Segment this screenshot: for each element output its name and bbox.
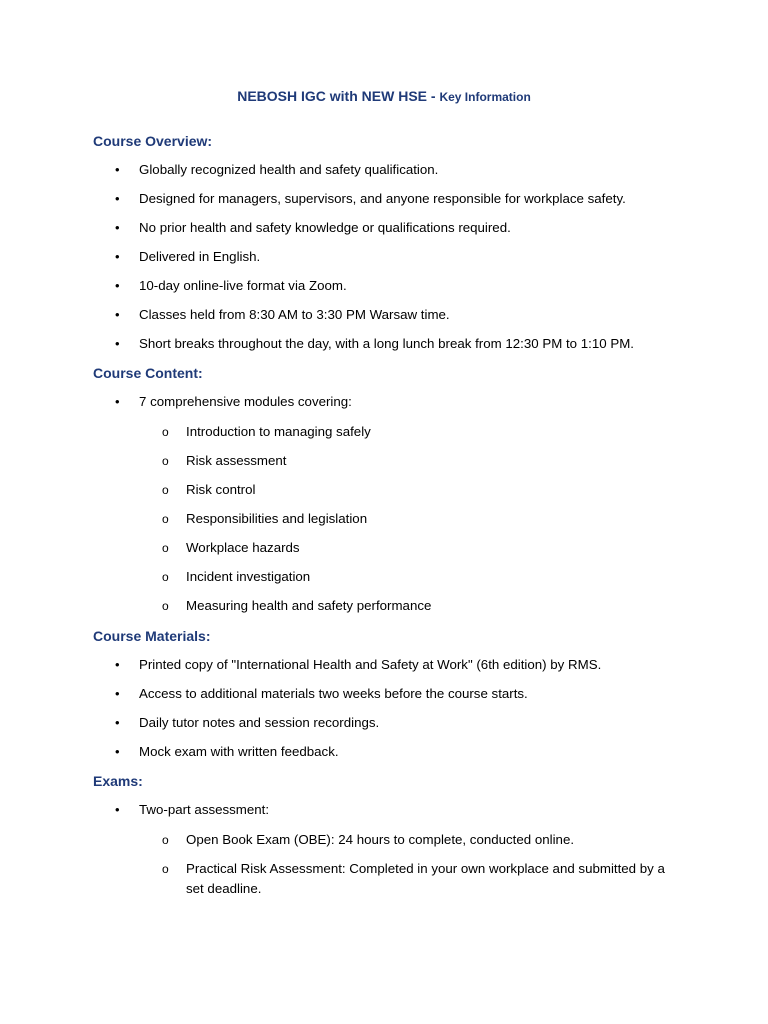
bullet-marker: • — [115, 307, 120, 322]
list-item-text: Access to additional materials two weeks before the course starts. — [139, 686, 528, 701]
sub-bullet-marker: o — [162, 833, 169, 847]
bullet-marker: • — [115, 220, 120, 235]
bullet-marker: • — [115, 336, 120, 351]
sub-bullet-marker: o — [162, 483, 169, 497]
sub-list-item-text: Workplace hazards — [186, 540, 300, 555]
list-item-text: 10-day online-live format via Zoom. — [139, 278, 347, 293]
bullet-marker: • — [115, 686, 120, 701]
sub-list-item-text: Incident investigation — [186, 569, 311, 584]
list-item-text: Mock exam with written feedback. — [139, 744, 339, 759]
sub-list-item — [139, 451, 686, 471]
list-item-text: Daily tutor notes and session recordings. — [139, 715, 380, 730]
bullet-list — [93, 161, 693, 353]
sub-bullet-list — [139, 422, 693, 616]
sub-list-item — [139, 480, 686, 500]
list-item — [93, 277, 693, 295]
bullet-marker: • — [115, 162, 120, 177]
list-item — [93, 393, 693, 616]
section-heading: Exams: — [93, 773, 143, 789]
sub-bullet-marker: o — [162, 425, 169, 439]
title-main: NEBOSH IGC with NEW HSE - — [237, 88, 440, 104]
sub-list-item — [139, 422, 686, 442]
bullet-marker: • — [115, 278, 120, 293]
sub-list-item — [139, 859, 686, 899]
title-subtitle: Key Information — [439, 90, 531, 104]
sub-list-item — [139, 538, 686, 558]
list-item — [93, 335, 693, 353]
list-item — [93, 743, 693, 761]
document-title — [0, 87, 768, 106]
bullet-marker: • — [115, 191, 120, 206]
section-heading: Course Overview: — [93, 133, 213, 149]
list-item — [93, 161, 693, 179]
sub-list-item-text: Risk control — [186, 482, 256, 497]
list-item — [93, 306, 693, 324]
bullet-list — [93, 656, 693, 761]
sub-list-item-text: Responsibilities and legislation — [186, 511, 368, 526]
list-item-text: Printed copy of "International Health and Safety at Work" (6th edition) by RMS. — [139, 657, 602, 672]
sub-list-item — [139, 596, 686, 616]
list-item-text: Short breaks throughout the day, with a long lunch break from 12:30 PM to 1:10 PM. — [139, 336, 634, 351]
sub-list-item — [139, 567, 686, 587]
bullet-list — [93, 801, 693, 899]
list-item — [93, 190, 693, 208]
section-heading: Course Content: — [93, 365, 203, 381]
sub-list-item-text: Open Book Exam (OBE): 24 hours to complete, conducted online. — [186, 832, 575, 847]
bullet-marker: • — [115, 715, 120, 730]
sub-list-item-text: Practical Risk Assessment: Completed in your own workplace and submitted by a set deadline. — [186, 861, 665, 896]
list-item — [93, 656, 693, 674]
sub-list-item-text: Risk assessment — [186, 453, 287, 468]
section-heading: Course Materials: — [93, 628, 211, 644]
list-item-text: Globally recognized health and safety qualification. — [139, 162, 439, 177]
list-item — [93, 219, 693, 237]
list-item-text: Designed for managers, supervisors, and anyone responsible for workplace safety. — [139, 191, 626, 206]
bullet-marker: • — [115, 249, 120, 264]
bullet-marker: • — [115, 394, 120, 409]
bullet-marker: • — [115, 802, 120, 817]
sub-bullet-marker: o — [162, 599, 169, 613]
bullet-marker: • — [115, 744, 120, 759]
list-item — [93, 685, 693, 703]
sub-bullet-marker: o — [162, 541, 169, 555]
list-item-text: 7 comprehensive modules covering: — [139, 394, 352, 409]
list-item-text: Classes held from 8:30 AM to 3:30 PM Warsaw time. — [139, 307, 450, 322]
sub-list-item-text: Measuring health and safety performance — [186, 598, 432, 613]
sub-bullet-marker: o — [162, 862, 169, 876]
list-item-text: Two-part assessment: — [139, 802, 270, 817]
sub-list-item — [139, 830, 686, 850]
list-item — [93, 248, 693, 266]
bullet-list — [93, 393, 693, 616]
sub-list-item — [139, 509, 686, 529]
list-item-text: Delivered in English. — [139, 249, 261, 264]
bullet-marker: • — [115, 657, 120, 672]
document-content — [93, 132, 693, 910]
sub-bullet-list — [139, 830, 693, 899]
sub-bullet-marker: o — [162, 570, 169, 584]
list-item — [93, 801, 693, 899]
sub-bullet-marker: o — [162, 512, 169, 526]
sub-list-item-text: Introduction to managing safely — [186, 424, 371, 439]
list-item-text: No prior health and safety knowledge or qualifications required. — [139, 220, 511, 235]
sub-bullet-marker: o — [162, 454, 169, 468]
list-item — [93, 714, 693, 732]
